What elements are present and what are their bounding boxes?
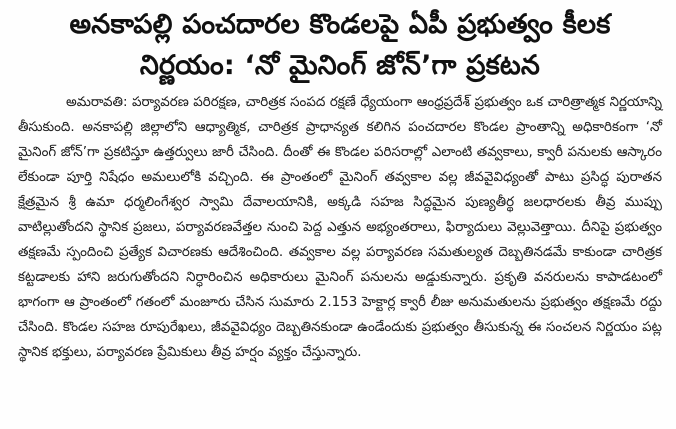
article-headline	[18, 4, 662, 86]
headline-line-2: నిర్ణయం: ‘నో మైనింగ్ జోన్’గా ప్రకటన	[139, 50, 541, 81]
headline-line-1: అనకాపల్లి పంచదారల కొండలపై ఏపీ ప్రభుత్వం కీలక	[69, 9, 611, 40]
article-body: అమరావతి: పర్యావరణ పరిరక్షణ, చారిత్రక సంపద రక్షణే ధ్యేయంగా ఆంధ్రప్రదేశ్ ప్రభుత్వం ఒక చారిత్రాత్మక నిర్ణయాన్ని తీసుకుంది. అనకాపల్లి జిల్లాలోని ఆధ్యాత్మిక, చారిత్రక ప్రాధాన్యత కలిగిన పంచదారల కొండల ప్రాంతాన్ని అధికారికంగా ‘నో మైనింగ్ జోన్’గా ప్రకటిస్తూ ఉత్తర్వులు జారీ చేసింది. దీంతో ఈ కొండల పరిసరాల్లో ఎలాంటి తవ్వకాలు, క్వారీ పనులకు ఆస్కారం లేకుండా పూర్తి నిషేధం అమలులోకి వచ్చింది. ఈ ప్రాంతంలో మైనింగ్ తవ్వకాల వల్ల జీవవైవిధ్యంతో పాటు ప్రసిద్ధ పురాతన క్షేత్రమైన శ్రీ ఉమా ధర్మలింగేశ్వర స్వామి దేవాలయానికి, అక్కడి సహజ సిద్ధమైన పుణ్యతీర్థ జలధారలకు తీవ్ర ముప్పు వాటిల్లుతోందని స్థానిక ప్రజలు, పర్యావరణవేత్తల నుంచి పెద్ద ఎత్తున అభ్యంతరాలు, ఫిర్యాదులు వెల్లువెత్తాయి. దీనిపై ప్రభుత్వం తక్షణమే స్పందించి ప్రత్యేక విచారణకు ఆదేశించింది. తవ్వకాల వల్ల పర్యావరణ సమతుల్యత దెబ్బతినడమే కాకుండా చారిత్రక కట్టడాలకు హాని జరుగుతోందని నిర్ధారించిన అధికారులు మైనింగ్ పనులను అడ్డుకున్నారు. ప్రకృతి వనరులను కాపాడటంలో భాగంగా ఆ ప్రాంతంలో గతంలో మంజూరు చేసిన సుమారు 2.153 హెక్టార్ల క్వారీ లీజు అనుమతులను ప్రభుత్వం తక్షణమే రద్దు చేసింది. కొండల సహజ రూపురేఖలు, జీవవైవిధ్యం దెబ్బతినకుండా ఉండేందుకు ప్రభుత్వం తీసుకున్న ఈ సంచలన నిర్ణయం పట్ల స్థానిక భక్తులు, పర్యావరణ ప్రేమికులు తీవ్ర హర్షం వ్యక్తం చేస్తున్నారు.	[18, 95, 662, 360]
